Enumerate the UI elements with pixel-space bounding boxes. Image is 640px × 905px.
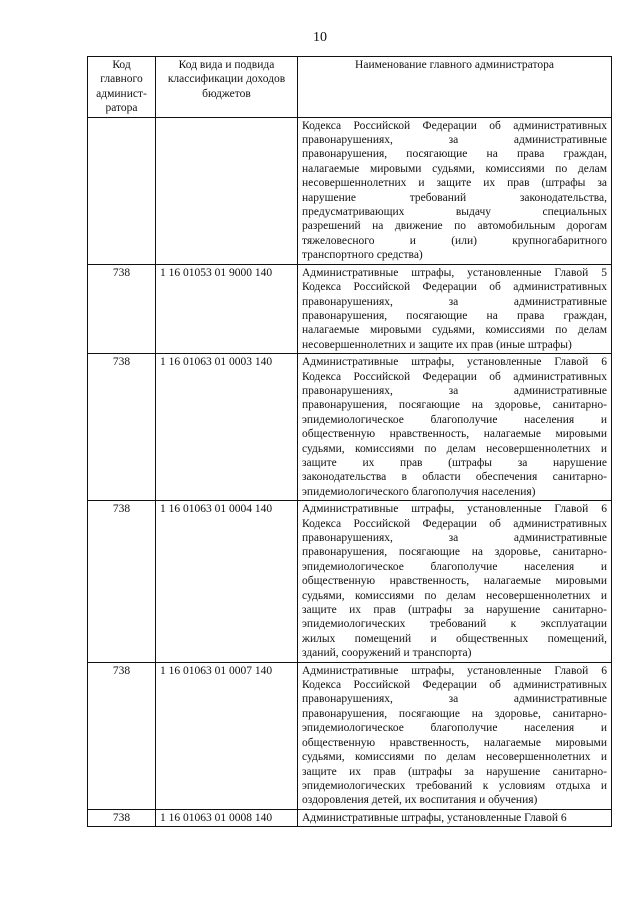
- kbk-code-cell: [156, 117, 298, 264]
- admin-code-cell: [88, 117, 156, 264]
- admin-name-cell: [298, 501, 612, 662]
- admin-code-cell: 738: [88, 809, 156, 826]
- text-line: нарушение требований законодательства,: [302, 191, 607, 204]
- table-row: [88, 117, 612, 264]
- text-line: зданий, сооружений и транспорта): [302, 647, 472, 660]
- text-line: правонарушения, посягающие на здоровье, санитарно-: [302, 399, 607, 412]
- text-line: защите их прав (штрафы за нарушение санитарно-: [302, 765, 607, 778]
- admin-name-cell: [298, 354, 612, 501]
- text-line: правонарушениях, за административные: [302, 295, 607, 308]
- header-line: ратора: [105, 102, 138, 115]
- admin-code-cell: 738: [88, 264, 156, 353]
- text-line: защите их прав (штрафы за нарушение: [302, 456, 607, 469]
- header-line: главного: [100, 73, 143, 86]
- text-line: Кодекса Российской Федерации об административных: [302, 119, 607, 132]
- header-line: бюджетов: [202, 87, 251, 100]
- table-row: [88, 501, 612, 662]
- kbk-code-cell: 1 16 01063 01 0004 140: [156, 501, 298, 662]
- header-line: админист-: [96, 87, 147, 100]
- text-line: предусматривающих выдачу специальных: [302, 206, 607, 219]
- text-line: правонарушения, посягающие на права граждан,: [302, 148, 607, 161]
- text-line: общественную нравственность, налагаемые мировыми: [302, 736, 607, 749]
- kbk-code-cell: 1 16 01063 01 0007 140: [156, 662, 298, 809]
- admin-name-cell: [298, 809, 612, 826]
- text-line: правонарушениях, за административные: [302, 384, 607, 397]
- header-admin-code: [88, 57, 156, 118]
- revenue-classification-table: [87, 56, 612, 827]
- text-line: несовершеннолетних и защите их прав (штрафы за: [302, 177, 607, 190]
- text-line: транспортного средства): [302, 249, 423, 262]
- admin-code-cell: 738: [88, 501, 156, 662]
- text-line: правонарушениях, за административные: [302, 134, 607, 147]
- text-line: эпидемиологическое благополучие населения и: [302, 722, 607, 735]
- text-line: эпидемиологических требований к эксплуатации: [302, 618, 607, 631]
- text-line: эпидемиологического благополучия населения): [302, 485, 536, 498]
- header-line: Код: [112, 59, 131, 71]
- text-line: законодательства в области обеспечения санитарно-: [302, 471, 607, 484]
- text-line: Кодекса Российской Федерации об административных: [302, 281, 607, 294]
- header-line: классификации доходов: [167, 73, 286, 86]
- text-line: Административные штрафы, установленные Главой 5: [302, 266, 607, 279]
- text-line: разрешений на движение по автомобильным дорогам: [302, 220, 607, 233]
- page-number: 10: [313, 30, 327, 45]
- table-row: [88, 264, 612, 353]
- text-line: судьями, комиссиями по делам несовершеннолетних и: [302, 751, 607, 764]
- text-line: налагаемые мировыми судьями, комиссиями по делам: [302, 324, 607, 337]
- kbk-code-cell: 1 16 01053 01 9000 140: [156, 264, 298, 353]
- text-line: правонарушения, посягающие на здоровье, санитарно-: [302, 546, 607, 559]
- text-line: защите их прав (штрафы за нарушение санитарно-: [302, 604, 607, 617]
- table-row: [88, 354, 612, 501]
- table-body: [88, 117, 612, 827]
- table-header-row: [88, 57, 612, 118]
- table-row: [88, 809, 612, 826]
- text-line: правонарушения, посягающие на здоровье, санитарно-: [302, 707, 607, 720]
- text-line: общественную нравственность, налагаемые мировыми: [302, 428, 607, 441]
- kbk-code-cell: 1 16 01063 01 0003 140: [156, 354, 298, 501]
- text-line: судьями, комиссиями по делам несовершеннолетних и: [302, 589, 607, 602]
- text-line: Кодекса Российской Федерации об административных: [302, 517, 607, 530]
- admin-name-cell: [298, 264, 612, 353]
- text-line: жилых помещений и общественных помещений,: [302, 632, 607, 645]
- admin-name-cell: [298, 117, 612, 264]
- text-line: Административные штрафы, установленные Главой 6: [302, 356, 607, 369]
- header-line: Код вида и подвида: [178, 59, 275, 71]
- text-line: тяжеловесного и (или) крупногабаритного: [302, 234, 607, 247]
- header-line: Наименование главного администратора: [355, 59, 554, 71]
- table-row: [88, 662, 612, 809]
- text-line: правонарушениях, за административные: [302, 693, 607, 706]
- text-line: Кодекса Российской Федерации об административных: [302, 370, 607, 383]
- text-line: Административные штрафы, установленные Главой 6: [302, 664, 607, 677]
- text-line: правонарушениях, за административные: [302, 532, 607, 544]
- header-kbk: [156, 57, 298, 118]
- text-line: несовершеннолетних и защите их прав (иные штрафы): [302, 338, 572, 351]
- header-admin-name: [298, 57, 612, 118]
- admin-name-cell: [298, 662, 612, 809]
- text-line: оздоровления детей, их воспитания и обучения): [302, 794, 538, 807]
- text-line: эпидемиологическое благополучие населения и: [302, 560, 607, 573]
- admin-code-cell: 738: [88, 662, 156, 809]
- admin-code-cell: 738: [88, 354, 156, 501]
- text-line: Административные штрафы, установленные Главой 6: [302, 503, 607, 516]
- text-line: Административные штрафы, установленные Главой 6: [302, 811, 567, 824]
- text-line: правонарушения, посягающие на права граждан,: [302, 309, 607, 322]
- text-line: эпидемиологических требований к условиям отдыха и: [302, 779, 607, 792]
- text-line: общественную нравственность, налагаемые мировыми: [302, 575, 607, 588]
- text-line: эпидемиологическое благополучие населения и: [302, 413, 607, 426]
- text-line: судьями, комиссиями по делам несовершеннолетних и: [302, 442, 607, 455]
- text-line: Кодекса Российской Федерации об административных: [302, 679, 607, 692]
- text-line: налагаемые мировыми судьями, комиссиями по делам: [302, 162, 607, 175]
- kbk-code-cell: 1 16 01063 01 0008 140: [156, 809, 298, 826]
